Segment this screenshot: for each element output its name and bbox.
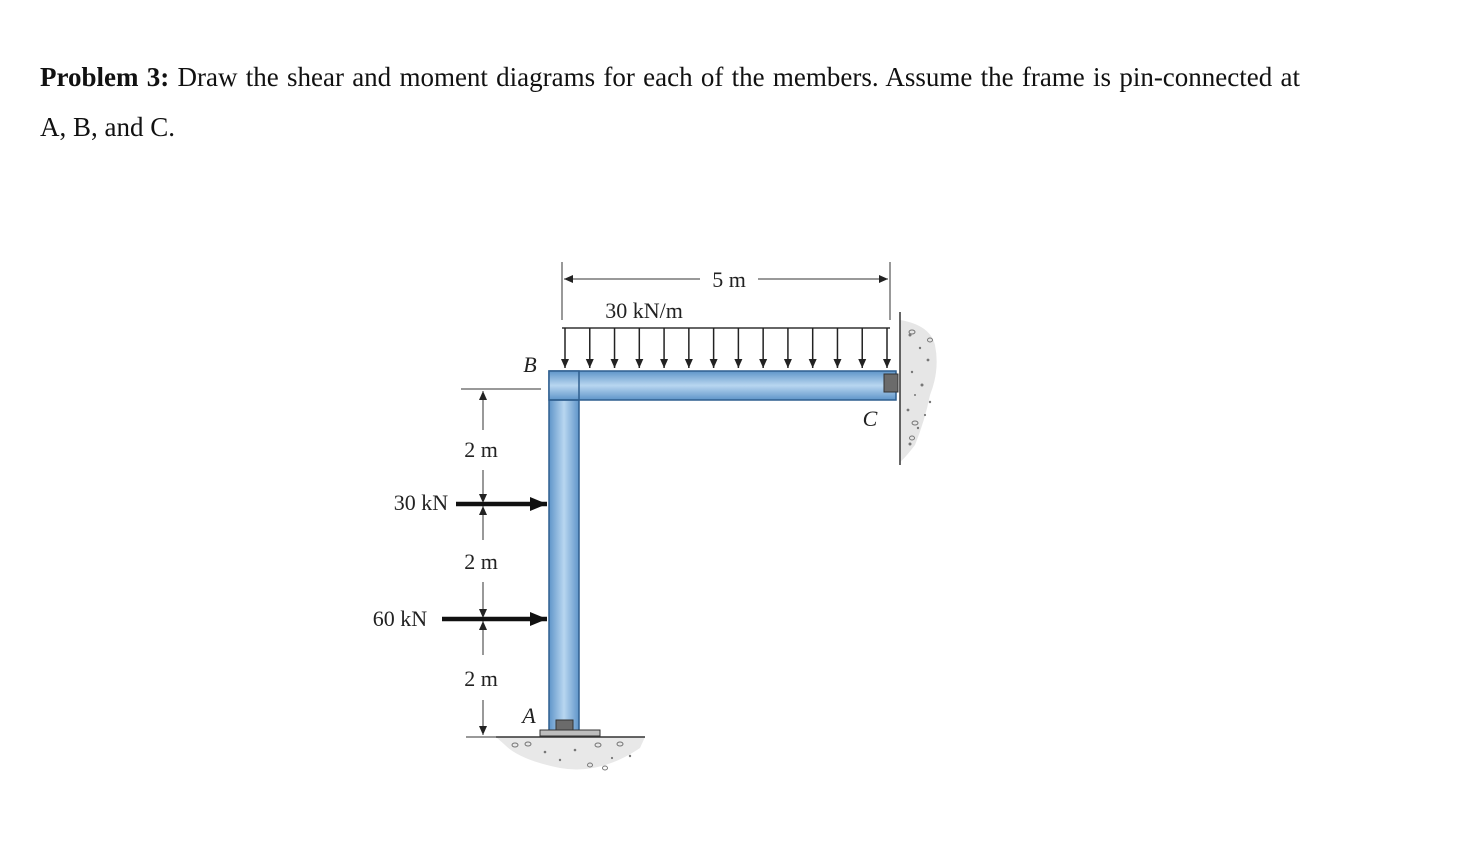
point-load-lower [373,606,547,631]
problem-number: Problem 3: [40,62,170,92]
span-label: 5 m [712,267,746,292]
base-plate-a [540,730,600,736]
problem-text: Draw the shear and moment diagrams for each of the members. Assume the frame is pin-connected at A, B, and C. [40,62,1300,142]
pin-c [884,374,898,392]
height-dimensions [461,389,541,737]
beam-bc [549,371,896,400]
joint-b-label: B [523,352,537,377]
load-upper-label: 30 kN [393,490,449,515]
pin-a [556,720,573,730]
seg-mid-label: 2 m [464,549,498,574]
load-lower-label: 60 kN [372,606,428,631]
distributed-load [562,298,890,368]
joint-c-label: C [862,406,878,431]
point-load-upper [394,490,547,515]
column-ab [549,371,579,731]
ground-support-a [496,737,645,770]
distributed-load-label: 30 kN/m [605,298,683,323]
seg-bot-label: 2 m [464,666,498,691]
joint-a-label: A [522,703,536,728]
seg-top-label: 2 m [464,437,498,462]
wall-support-c [900,312,937,465]
